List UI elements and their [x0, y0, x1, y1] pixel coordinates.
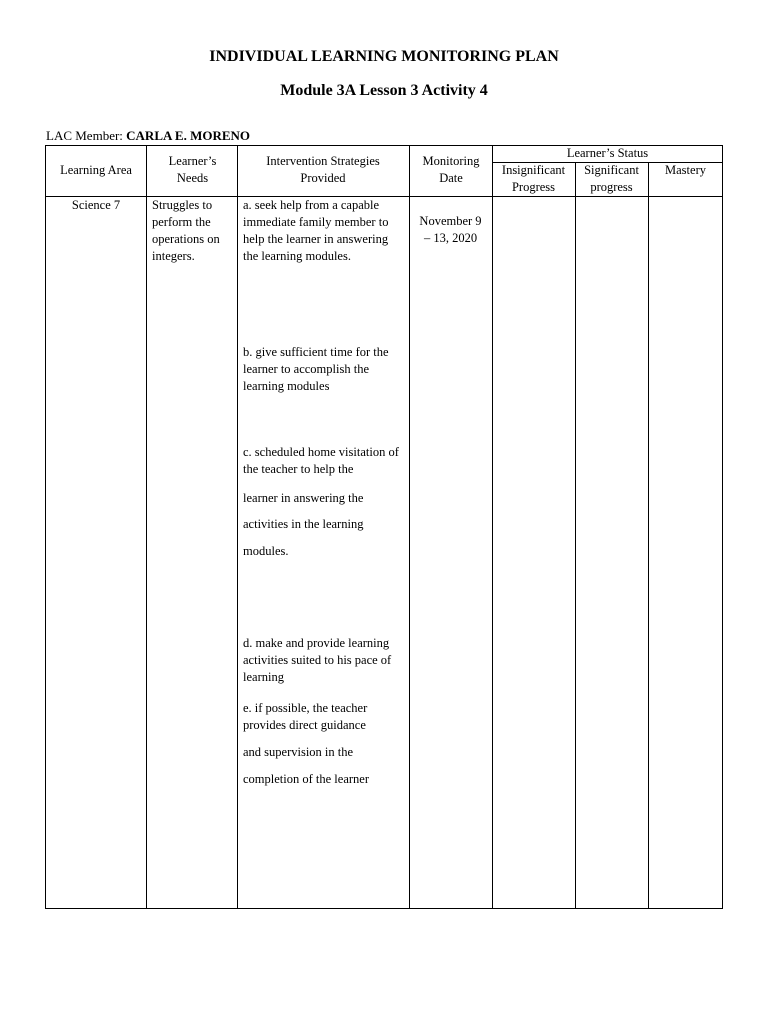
header-learners-status: Learner’s Status [566, 146, 649, 160]
header-insignificant-progress: Insignificant Progress [501, 163, 566, 194]
header-monitoring-date: Monitoring Date [422, 154, 480, 185]
strategy-c-line3: activities in the learning [243, 517, 364, 531]
header-intervention-strategies: Intervention Strategies Provided [266, 154, 380, 185]
header-learning-area: Learning Area [60, 163, 132, 177]
strategy-a: a. seek help from a capable immediate family member to help the learner in answering the learning modules. [243, 198, 389, 263]
strategy-c-line4: modules. [243, 544, 289, 558]
strategy-c-line1: c. scheduled home visitation of the teacher to help the [243, 445, 399, 476]
lac-member-label: LAC Member: [46, 128, 123, 143]
lac-member [46, 128, 250, 144]
strategy-c-line2: learner in answering the [243, 491, 364, 505]
cell-learning-area: Science 7 [71, 198, 121, 212]
header-mastery: Mastery [665, 163, 706, 177]
page-title: INDIVIDUAL LEARNING MONITORING PLAN [209, 48, 559, 65]
cell-monitoring-date: November 9 – 13, 2020 [419, 214, 482, 245]
strategy-e-line2: and supervision in the [243, 745, 354, 759]
strategy-d: d. make and provide learning activities suited to his pace of learning [243, 636, 392, 684]
strategy-e-line1: e. if possible, the teacher provides direct guidance [243, 701, 368, 732]
strategy-b: b. give sufficient time for the learner to accomplish the learning modules [243, 345, 389, 393]
strategy-e-line3: completion of the learner [243, 772, 369, 786]
lac-member-name: CARLA E. MORENO [126, 128, 251, 143]
cell-learners-needs: Struggles to perform the operations on integers. [152, 198, 220, 263]
header-learners-needs: Learner’s Needs [168, 154, 217, 185]
header-significant-progress: Significant progress [584, 163, 639, 194]
page-subtitle: Module 3A Lesson 3 Activity 4 [280, 82, 488, 99]
